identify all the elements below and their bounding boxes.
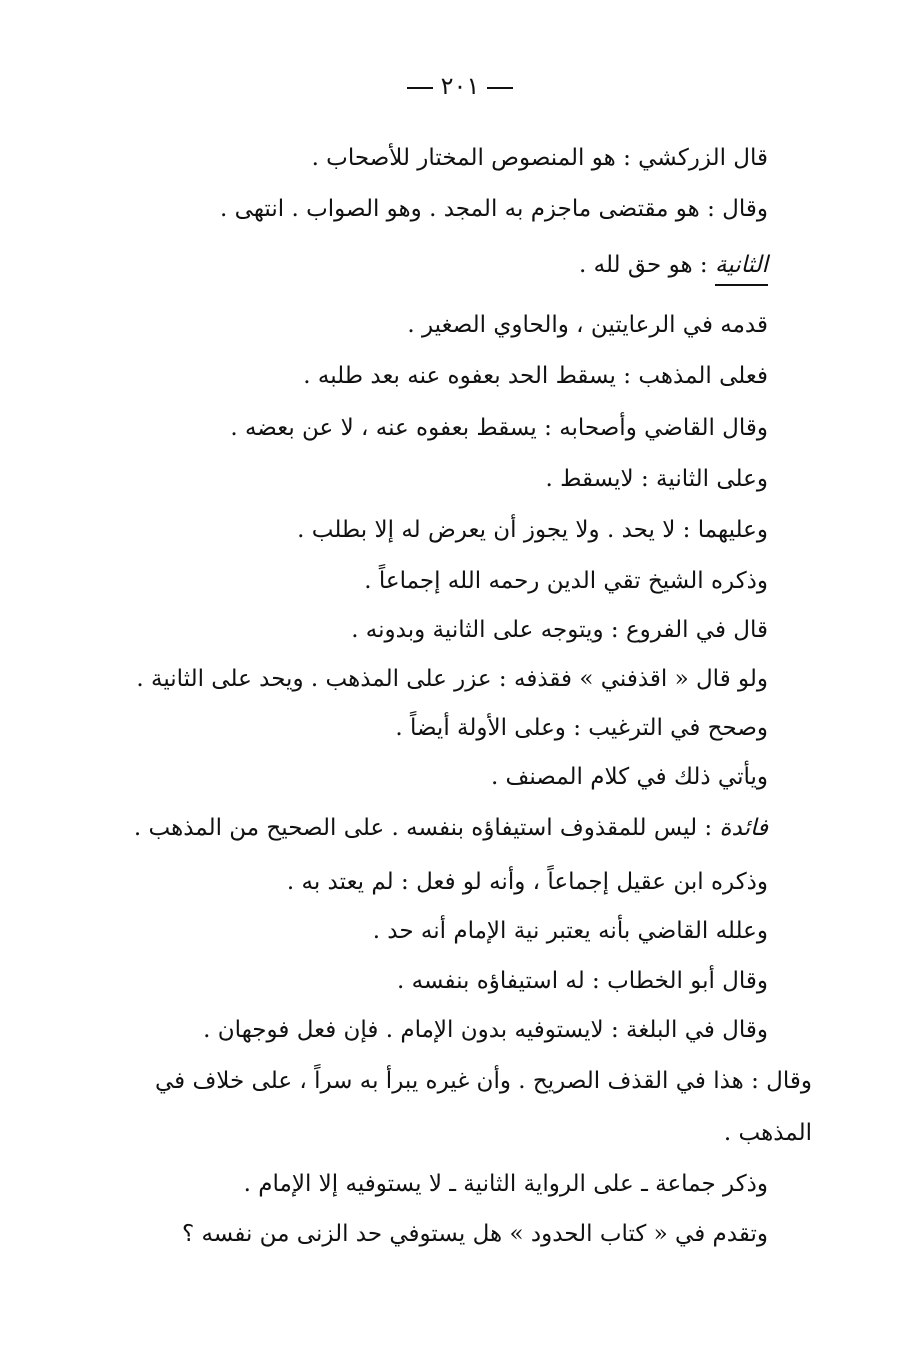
text-line-21: وذكر جماعة ـ على الرواية الثانية ـ لا يستوفيه إلا الإمام .	[243, 1171, 768, 1197]
page-number-dash-left	[407, 87, 433, 89]
text-line-18: وقال في البلغة : لايستوفيه بدون الإمام . فإن فعل فوجهان .	[203, 1017, 768, 1043]
text-line-10: قال في الفروع : ويتوجه على الثانية وبدونه .	[351, 617, 768, 643]
page-number-text: ٢٠١	[440, 72, 480, 100]
section-heading-term: الثانية	[715, 252, 768, 286]
text-line-3	[579, 245, 768, 285]
text-line-5: فعلى المذهب : يسقط الحد بعفوه عنه بعد طلبه .	[303, 363, 768, 389]
section-heading-rest: : هو حق لله .	[578, 252, 715, 278]
page-number	[0, 72, 920, 100]
text-line-1: قال الزركشي : هو المنصوص المختار للأصحاب .	[311, 145, 768, 171]
note-heading-term: فائدة	[719, 815, 768, 841]
text-line-2: وقال : هو مقتضى ماجزم به المجد . وهو الصواب . انتهى .	[220, 196, 768, 222]
text-line-19: وقال : هذا في القذف الصريح . وأن غيره يبرأ به سراً ، على خلاف في	[154, 1068, 812, 1094]
text-line-4: قدمه في الرعايتين ، والحاوي الصغير .	[407, 312, 768, 338]
text-line-20: المذهب .	[723, 1120, 812, 1146]
text-line-15: وذكره ابن عقيل إجماعاً ، وأنه لو فعل : لم يعتد به .	[286, 869, 768, 895]
text-line-17: وقال أبو الخطاب : له استيفاؤه بنفسه .	[396, 968, 768, 994]
text-line-22: وتقدم في « كتاب الحدود » هل يستوفي حد الزنى من نفسه ؟	[181, 1221, 768, 1247]
text-line-12: وصحح في الترغيب : وعلى الأولة أيضاً .	[395, 715, 768, 741]
text-line-16: وعلله القاضي بأنه يعتبر نية الإمام أنه حد .	[372, 918, 768, 944]
text-line-11: ولو قال « اقذفني » فقذفه : عزر على المذهب . ويحد على الثانية .	[136, 666, 768, 692]
text-line-8: وعليهما : لا يحد . ولا يجوز أن يعرض له إلا بطلب .	[297, 517, 768, 543]
page-number-dash-right	[487, 87, 513, 89]
note-heading-rest: : ليس للمقذوف استيفاؤه بنفسه . على الصحيح من المذهب .	[133, 815, 720, 841]
text-line-6: وقال القاضي وأصحابه : يسقط بعفوه عنه ، لا عن بعضه .	[230, 415, 768, 441]
text-line-7: وعلى الثانية : لايسقط .	[545, 466, 768, 492]
text-line-14	[134, 808, 768, 848]
text-line-9: وذكره الشيخ تقي الدين رحمه الله إجماعاً .	[364, 568, 768, 594]
text-line-13: ويأتي ذلك في كلام المصنف .	[490, 764, 768, 790]
